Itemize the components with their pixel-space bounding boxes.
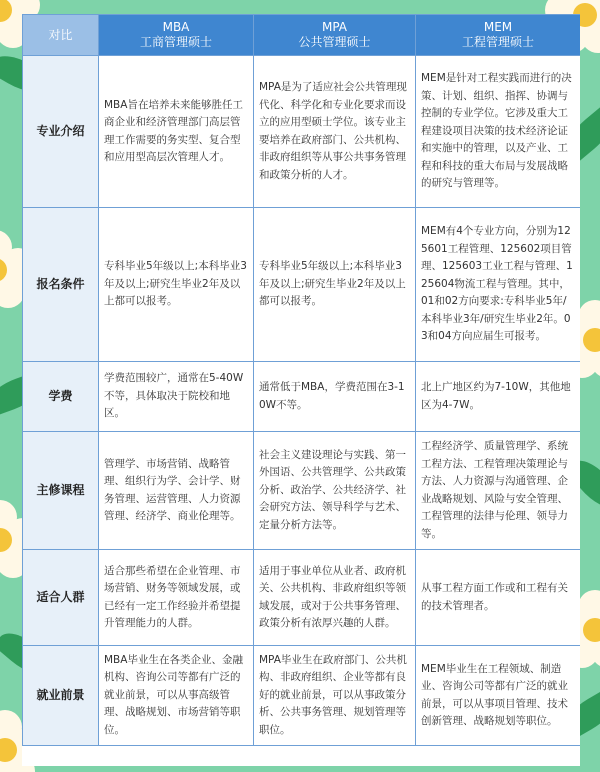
header-abbr: MEM	[483, 20, 513, 34]
cell-mem: MEM是针对工程实践而进行的决策、计划、组织、指挥、协调与控制的专业学位。它涉及重大工程建设项目决策的技术经济论证和实施中的管理，以及产业、工程和科技的重大布局与发展战略的研究与管理等。	[416, 56, 581, 208]
row-label: 就业前景	[23, 646, 99, 746]
header-row	[23, 15, 581, 56]
header-fullname: 工商管理硕士	[139, 35, 212, 49]
header-abbr: MBA	[162, 20, 190, 34]
cell-mem: MEM有4个专业方向，分别为125601工程管理、125602项目管理、125603工业工程与管理、125604物流工程与管理。其中，01和02方向要求:专科毕业5年/本科毕业3年/研究生毕业2年。03和04方向应届生可报考。	[416, 208, 581, 362]
header-corner: 对比	[23, 15, 99, 56]
cell-mem: MEM毕业生在工程领域、制造业、咨询公司等都有广泛的就业前景，可以从事项目管理、技术创新管理、战略规划等职位。	[416, 646, 581, 746]
comparison-card	[22, 14, 580, 766]
cell-mpa: 通常低于MBA，学费范围在3-10W不等。	[254, 362, 416, 432]
cell-mba: 学费范围较广，通常在5-40W不等，具体取决于院校和地区。	[99, 362, 254, 432]
header-fullname: 公共管理硕士	[298, 35, 371, 49]
row-label: 专业介绍	[23, 56, 99, 208]
cell-mpa: 适用于事业单位从业者、政府机关、公共机构、非政府组织等领域发展，或对于公共事务管理、政策分析有浓厚兴趣的人群。	[254, 550, 416, 646]
cell-mem: 从事工程方面工作或和工程有关的技术管理者。	[416, 550, 581, 646]
row-tuition	[23, 362, 581, 432]
cell-mpa: 社会主义建设理论与实践、第一外国语、公共管理学、公共政策分析、政治学、公共经济学、社会研究方法、领导科学与艺术、定量分析方法等。	[254, 432, 416, 550]
cell-mba: 专科毕业5年级以上;本科毕业3年及以上;研究生毕业2年及以上都可以报考。	[99, 208, 254, 362]
header-abbr: MPA	[321, 20, 348, 34]
header-mpa	[254, 15, 416, 56]
cell-mpa: MPA是为了适应社会公共管理现代化、科学化和专业化要求而设立的应用型硕士学位。该专业主要培养在政府部门、公共机构、非政府组织等从事公共事务管理和政策分析的人才。	[254, 56, 416, 208]
cell-mem: 北上广地区约为7-10W，其他地区为4-7W。	[416, 362, 581, 432]
row-target-audience	[23, 550, 581, 646]
row-courses	[23, 432, 581, 550]
row-career-prospects	[23, 646, 581, 746]
row-label: 报名条件	[23, 208, 99, 362]
cell-mpa: MPA毕业生在政府部门、公共机构、非政府组织、企业等都有良好的就业前景，可以从事政策分析、公共事务管理、规划管理等职位。	[254, 646, 416, 746]
row-label: 学费	[23, 362, 99, 432]
header-fullname: 工程管理硕士	[461, 35, 534, 49]
cell-mem: 工程经济学、质量管理学、系统工程方法、工程管理决策理论与方法、人力资源与沟通管理、企业战略规划、风险与安全管理、工程管理的法律与伦理、领导力等。	[416, 432, 581, 550]
cell-mba: MBA毕业生在各类企业、金融机构、咨询公司等都有广泛的就业前景，可以从事高级管理、战略规划、市场营销等职位。	[99, 646, 254, 746]
row-label: 主修课程	[23, 432, 99, 550]
header-mem	[416, 15, 581, 56]
header-mba	[99, 15, 254, 56]
comparison-table	[22, 14, 580, 746]
row-eligibility	[23, 208, 581, 362]
row-label: 适合人群	[23, 550, 99, 646]
cell-mba: MBA旨在培养未来能够胜任工商企业和经济管理部门高层管理工作需要的务实型、复合型和应用型高层次管理人才。	[99, 56, 254, 208]
cell-mpa: 专科毕业5年级以上;本科毕业3年及以上;研究生毕业2年及以上都可以报考。	[254, 208, 416, 362]
cell-mba: 管理学、市场营销、战略管理、组织行为学、会计学、财务管理、运营管理、人力资源管理、经济学、商业伦理等。	[99, 432, 254, 550]
row-introduction	[23, 56, 581, 208]
cell-mba: 适合那些希望在企业管理、市场营销、财务等领域发展，或已经有一定工作经验并希望提升管理能力的人群。	[99, 550, 254, 646]
